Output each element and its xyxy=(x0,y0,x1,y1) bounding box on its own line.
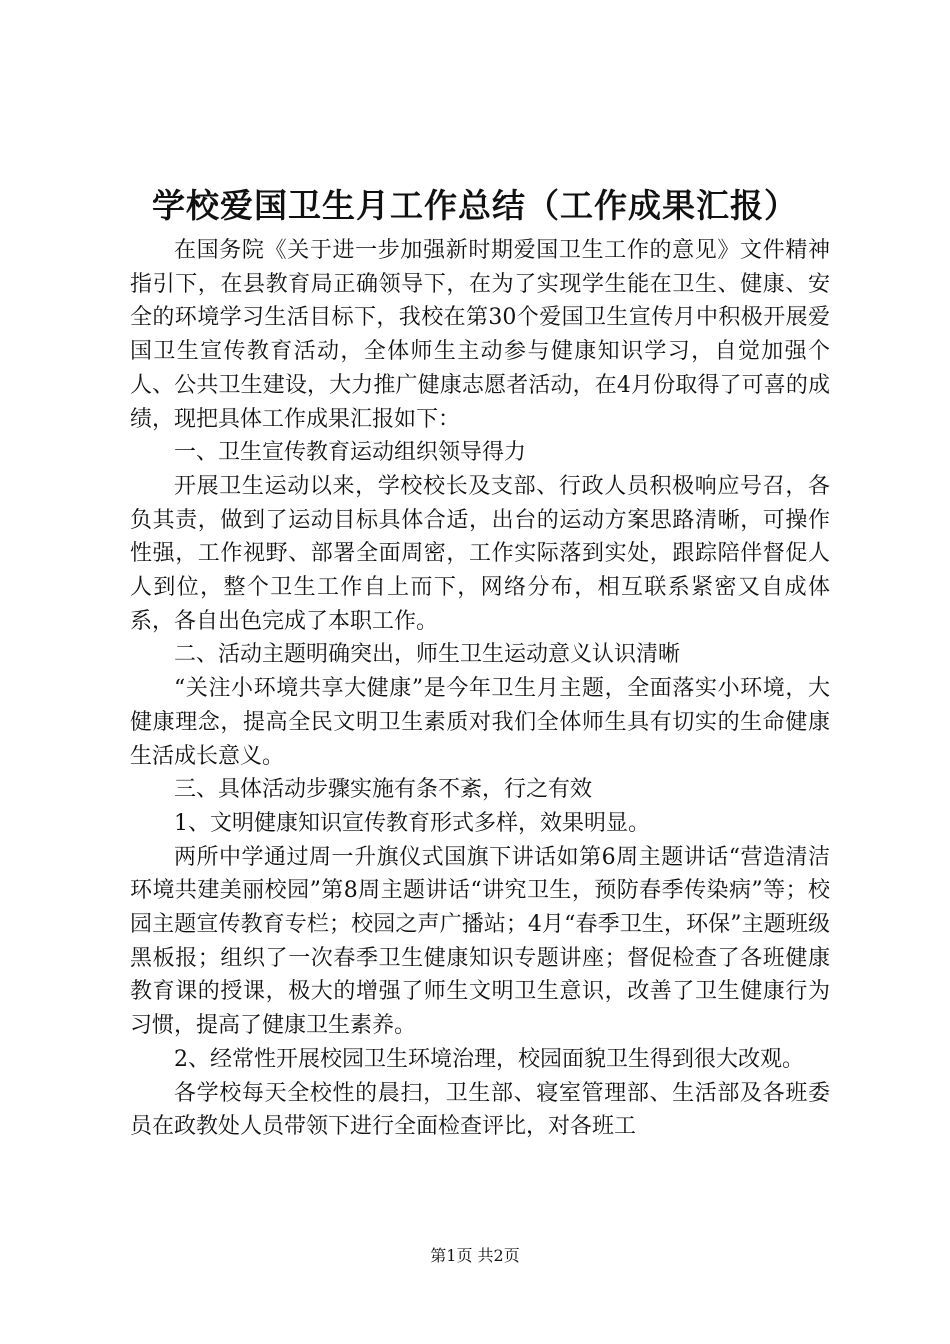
paragraph-section-1: 开展卫生运动以来，学校校长及支部、行政人员积极响应号召，各负其责，做到了运动目标具体合适，出台的运动方案思路清晰，可操作性强，工作视野、部署全面周密，工作实际落到实处，跟踪陪伴督促人人到位，整个卫生工作自上而下，网络分布，相互联系紧密又自成体系，各自出色完成了本职工作。 xyxy=(130,473,830,634)
subsection-heading-2: 2、经常性开展校园卫生环境治理，校园面貌卫生得到很大改观。 xyxy=(174,1046,804,1072)
paragraph-subsection-1: 两所中学通过周一升旗仪式国旗下讲话如第6周主题讲话“营造清洁环境共建美丽校园”第8周主题讲话“讲究卫生，预防春季传染病”等；校园主题宣传教育专栏；校园之声广播站；4月“春季卫生，环保”主题班级黑板报；组织了一次春季卫生健康知识专题讲座；督促检查了各班健康教育课的授课，极大的增强了师生文明卫生意识，改善了卫生健康行为习惯，提高了健康卫生素养。 xyxy=(130,844,830,1039)
document-body xyxy=(130,234,830,1144)
section-heading-1: 一、卫生宣传教育运动组织领导得力 xyxy=(174,440,527,466)
page-footer: 第1页 共2页 xyxy=(430,1246,520,1265)
paragraph-section-2: “关注小环境共享大健康”是今年卫生月主题，全面落实小环境，大健康理念，提高全民文明卫生素质对我们全体师生具有切实的生命健康生活成长意义。 xyxy=(130,676,830,769)
document-title: 学校爱国卫生月工作总结（工作成果汇报） xyxy=(152,186,798,225)
section-heading-3: 三、具体活动步骤实施有条不紊，行之有效 xyxy=(174,777,593,803)
paragraph-intro: 在国务院《关于进一步加强新时期爱国卫生工作的意见》文件精神指引下，在县教育局正确领导下，在为了实现学生能在卫生、健康、安全的环境学习生活目标下，我校在第30个爱国卫生宣传月中积极开展爱国卫生宣传教育活动，全体师生主动参与健康知识学习，自觉加强个人、公共卫生建设，大力推广健康志愿者活动，在4月份取得了可喜的成绩，现把具体工作成果汇报如下： xyxy=(130,238,830,432)
section-heading-2: 二、活动主题明确突出，师生卫生运动意义认识清晰 xyxy=(174,642,681,668)
subsection-heading-1: 1、文明健康知识宣传教育形式多样，效果明显。 xyxy=(174,810,650,836)
paragraph-subsection-2: 各学校每天全校性的晨扫，卫生部、寝室管理部、生活部及各班委员在政教处人员带领下进行全面检查评比，对各班工 xyxy=(130,1080,830,1140)
